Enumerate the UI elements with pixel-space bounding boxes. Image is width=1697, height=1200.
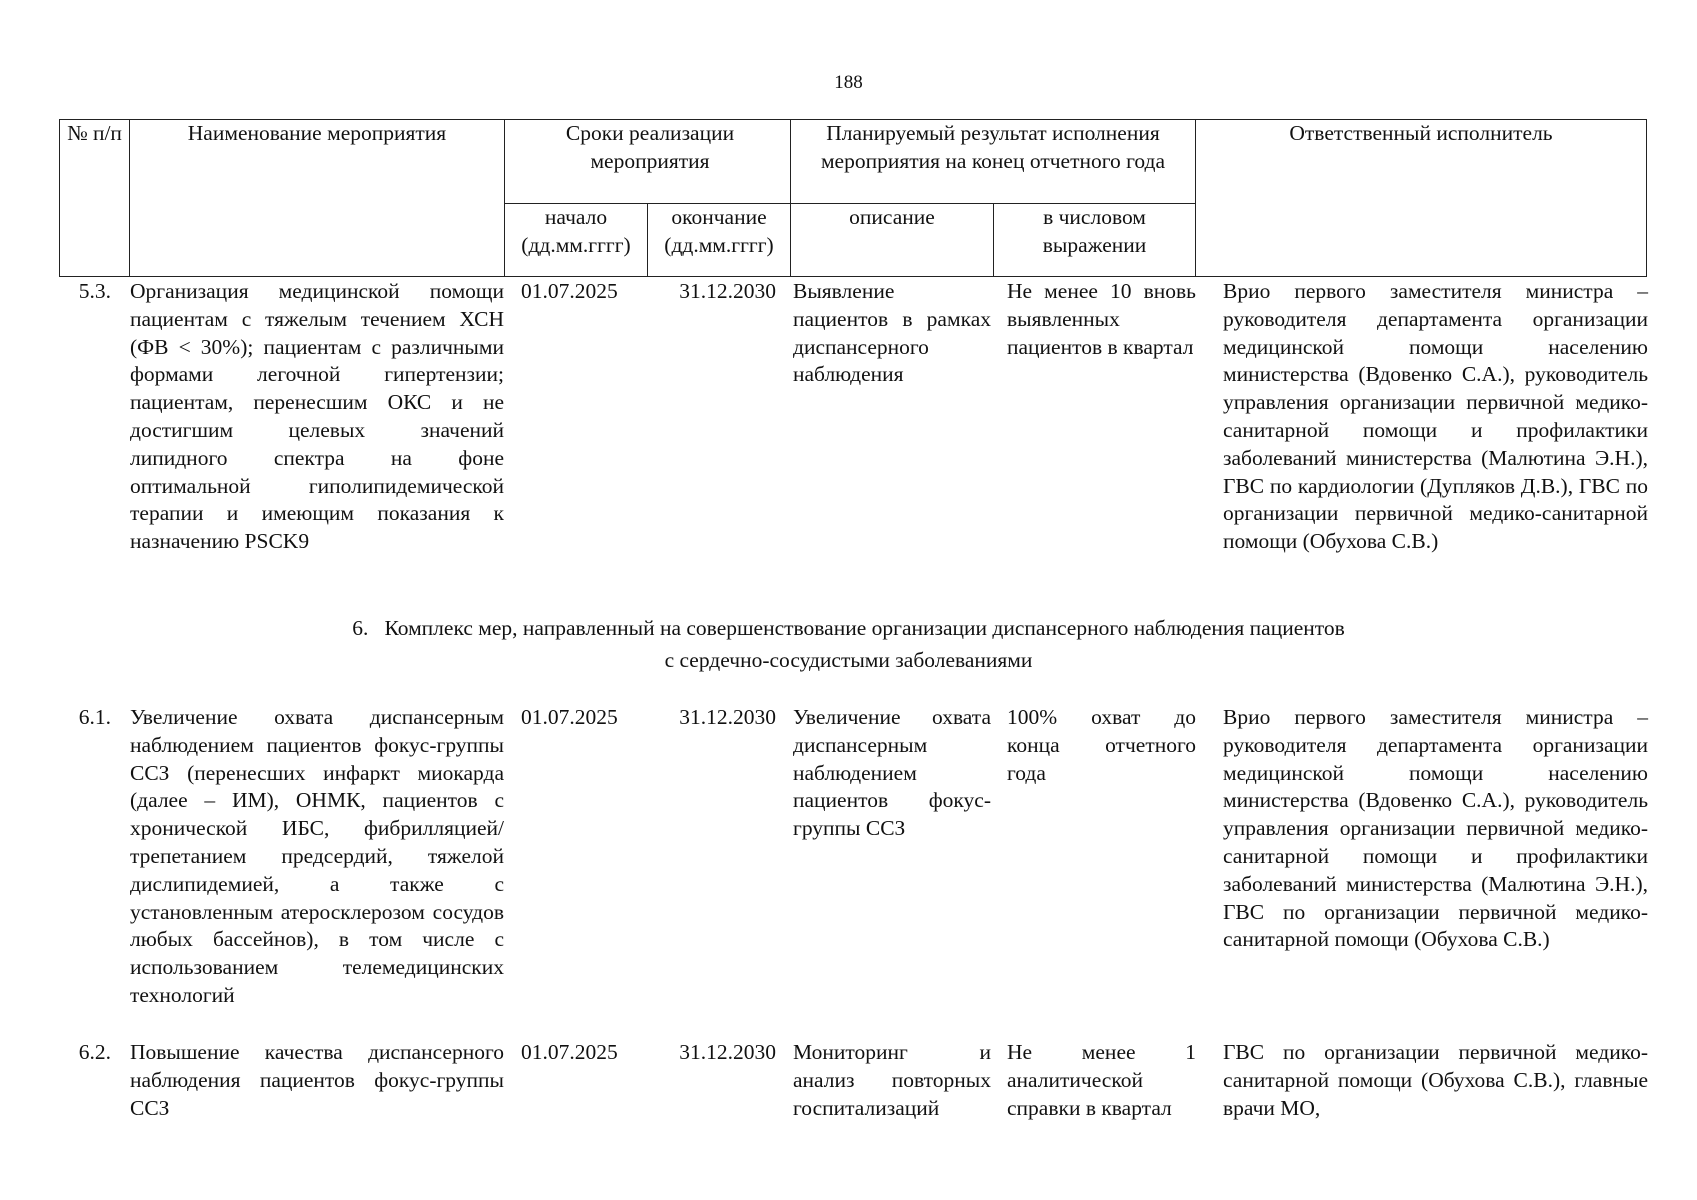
row-end-date: 31.12.2030 (679, 705, 776, 729)
header-end: окончание (дд.мм.гггг) (664, 205, 774, 257)
row-result-description: Увеличение охвата диспансерным наблюдением пациентов фокус-группы ССЗ (793, 705, 991, 841)
header-num: № п/п (67, 121, 122, 145)
header-result: Планируемый результат исполнения мероприятия на конец отчетного года (820, 121, 1166, 173)
header-numeric: в числовом выражении (1042, 205, 1147, 257)
row-responsible: Врио первого заместителя министра – руководителя департамента организации медицинской помощи населению министерства (Вдовенко С.А.), руководитель управления организации первичной медико-санитарной помощи и профилактики заболеваний министерства (Малютина Э.Н.), ГВС по организации первичной медико-санитарной помощи (Обухова С.В.) (1223, 705, 1648, 952)
row-activity-name: Увеличение охвата диспансерным наблюдением пациентов фокус-группы ССЗ (перенесших инфаркт миокарда (далее – ИМ), ОНМК, пациентов с хронической ИБС, фибрилляцией/трепетанием предсердий, тяжелой дислипидемией, а также с установленным атеросклерозом сосудов любых бассейнов), в том числе с использованием телемедицинских технологий (130, 705, 504, 1007)
row-activity-name: Организация медицинской помощи пациентам с тяжелым течением ХСН (ФВ < 30%); пациентам с различными формами легочной гипертензии; пациентам, перенесшим ОКС и не достигшим целевых значений липидного спектра на фоне оптимальной гиполипидемической терапии и имеющим показания к назначению PSCK9 (130, 279, 504, 554)
header-description: описание (849, 205, 935, 229)
row-responsible: Врио первого заместителя министра – руководителя департамента организации медицинской помощи населению министерства (Вдовенко С.А.), руководитель управления организации первичной медико-санитарной помощи и профилактики заболеваний министерства (Малютина Э.Н.), ГВС по кардиологии (Дупляков Д.В.), ГВС по организации первичной медико-санитарной помощи (Обухова С.В.) (1223, 279, 1648, 554)
row-responsible: ГВС по организации первичной медико-санитарной помощи (Обухова С.В.), главные врачи МО, (1223, 1040, 1648, 1120)
row-result-description: Выявление пациентов в рамках диспансерного наблюдения (793, 279, 991, 387)
section-title (0, 612, 1697, 644)
row-activity-name: Повышение качества диспансерного наблюдения пациентов фокус-группы ССЗ (130, 1040, 504, 1120)
header-terms: Сроки реализации мероприятия (565, 121, 735, 173)
header-responsible: Ответственный исполнитель (1289, 121, 1553, 145)
row-result-numeric: Не менее 1 аналитической справки в квартал (1007, 1040, 1196, 1120)
row-result-description: Мониторинг и анализ повторных госпитализаций (793, 1040, 991, 1120)
header-name: Наименование мероприятия (187, 121, 447, 145)
page-number: 188 (834, 72, 863, 93)
row-start-date: 01.07.2025 (521, 705, 618, 729)
table-header (59, 119, 1647, 277)
row-number: 6.1. (78, 705, 111, 729)
row-number: 6.2. (78, 1040, 111, 1064)
row-end-date: 31.12.2030 (679, 279, 776, 303)
row-start-date: 01.07.2025 (521, 1040, 618, 1064)
row-end-date: 31.12.2030 (679, 1040, 776, 1064)
section-number: 6. (352, 616, 369, 640)
section-title-line2: с сердечно-сосудистыми заболеваниями (664, 648, 1033, 672)
section-title-line1: Комплекс мер, направленный на совершенствование организации диспансерного наблюдения пациентов (384, 616, 1345, 640)
row-result-numeric: 100% охват до конца отчетного года (1007, 705, 1196, 785)
header-start: начало (дд.мм.гггг) (521, 205, 631, 257)
row-result-numeric: Не менее 10 вновь выявленных пациентов в квартал (1007, 279, 1196, 359)
row-number: 5.3. (78, 279, 111, 303)
row-start-date: 01.07.2025 (521, 279, 618, 303)
